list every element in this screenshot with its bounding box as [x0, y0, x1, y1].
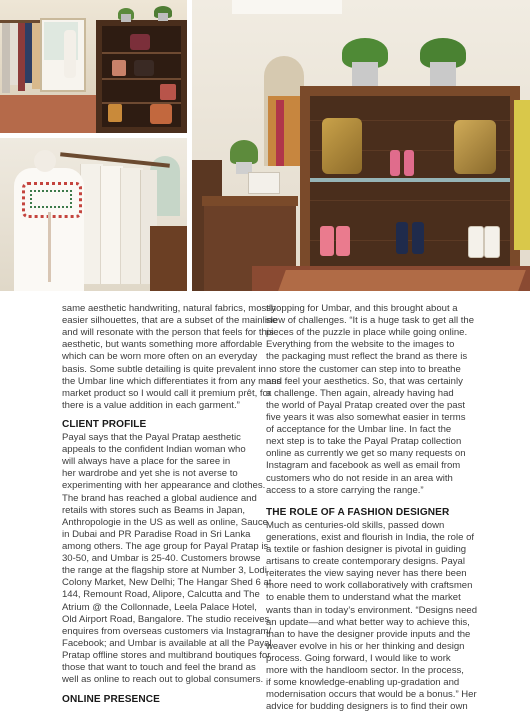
role-paragraph: [266, 520, 476, 714]
text-line: wants than in today’s environment. “Designs need: [266, 604, 478, 616]
text-line: access to a store carrying the range.”: [266, 484, 424, 496]
text-line: Everything from the website to the images to: [266, 339, 455, 351]
text-line: easier silhouettes, that are a subset of the mainline: [62, 315, 278, 327]
text-line: and will resonate with the person that feels for this: [62, 327, 274, 339]
text-line: than to have the designer provide inputs and the: [266, 628, 471, 640]
text-line: weaver evolve in his or her thinking and design: [266, 640, 465, 652]
text-line: among others. The age group for Payal Pratap is: [62, 540, 269, 552]
text-line: artisans to create contemporary designs. Payal: [266, 556, 465, 568]
text-line: no store the customer can step into to breathe: [266, 363, 461, 375]
text-line: more with the handloom sector. In the process,: [266, 665, 464, 677]
intro-paragraph-continued: [62, 303, 281, 412]
text-line: will always have a place for the saree in: [62, 456, 231, 468]
text-line: customers who do not reside in an area with: [266, 472, 453, 484]
text-line: a challenge. Then again, already having had: [266, 387, 454, 399]
text-line: Much as centuries-old skills, passed down: [266, 519, 445, 531]
text-line: pieces of the puzzle in place while going online.: [266, 327, 468, 339]
text-line: experimenting with her appearance and clothes.: [62, 480, 266, 492]
text-line: next step is to take the Payal Pratap collection: [266, 436, 462, 448]
text-line: market product so I would call it premium prêt, for: [62, 387, 272, 399]
text-line: the packaging must reflect the brand as there is: [266, 351, 468, 363]
text-line: 144, Remount Road, Alipore, Calcutta and The: [62, 589, 260, 601]
text-line: well as online to reach out to global consumers.: [62, 674, 264, 686]
text-line: enquires from overseas customers via Instagram/: [62, 625, 272, 637]
text-line: online as currently we get so many requests on: [266, 448, 466, 460]
text-line: 30-50, and Umbar is 25-40. Customers browse: [62, 553, 261, 565]
client-profile-heading: CLIENT PROFILE: [62, 418, 147, 430]
online-presence-heading: ONLINE PRESENCE: [62, 694, 160, 706]
text-line: the world of Payal Pratap created over the past: [266, 399, 466, 411]
text-line: more need to work collaboratively with craftsmen: [266, 580, 473, 592]
article-left-column: [62, 303, 281, 707]
text-line: the Umbar line which differentiates it from any mass: [62, 375, 281, 387]
text-line: generations, exist and flourish in India, the role of: [266, 531, 475, 543]
text-line: in Dubai and PR Paradise Road in Sri Lanka: [62, 528, 251, 540]
text-line: shopping for Umbar, and this brought about a: [266, 303, 458, 314]
text-line: those that want to touch and feel the brand as: [62, 662, 256, 674]
text-line: Colony Market, New Delhi; The Hangar Shed 6 at: [62, 577, 272, 589]
text-line: Pratap offline stores and multibrand boutiques for: [62, 649, 271, 661]
text-line: a textile or fashion designer is pivotal in guiding: [266, 543, 467, 555]
online-presence-paragraph-continued: [266, 303, 476, 497]
text-line: the range at the flagship store at Number 3, Lodi: [62, 565, 267, 577]
text-line: basis. Some subtle detailing is quite prevalent in: [62, 363, 266, 375]
text-line: slew of challenges. “It is a huge task to get all the: [266, 315, 475, 327]
text-line: five years it was also somewhat easier in terms: [266, 411, 466, 423]
text-line: Facebook; and Umbar is available at all the Payal: [62, 637, 272, 649]
text-line: which can be worn more often on an everyday: [62, 351, 258, 363]
text-line: an update—and what better way to achieve this,: [266, 616, 470, 628]
text-line: of acceptance for the Umbar line. In fact the: [266, 424, 452, 436]
text-line: Payal says that the Payal Pratap aesthetic: [62, 431, 241, 443]
text-line: reiterates the view saying never has there been: [266, 568, 467, 580]
article-right-column: [266, 303, 476, 714]
text-line: modernisation occurs that would be a bonus.” Her: [266, 689, 477, 701]
text-line: The brand has reached a global audience and: [62, 492, 257, 504]
text-line: there is a value addition in each garment.”: [62, 399, 240, 411]
text-line: retails with stores such as Beams in Japan,: [62, 504, 246, 516]
text-line: Atrium @ the Collonnade, Leela Palace Hotel,: [62, 601, 257, 613]
boutique-interior-photo: [0, 0, 187, 133]
text-line: process. Going forward, I would like to work: [266, 652, 451, 664]
text-line: aesthetic, but wants something more affordable: [62, 339, 263, 351]
role-of-fashion-designer-heading: THE ROLE OF A FASHION DESIGNER: [266, 506, 450, 518]
white-embroidered-garments-photo: [0, 138, 187, 291]
accessories-display-cabinet-photo: [192, 0, 530, 291]
text-line: to enable them to understand what the market: [266, 592, 461, 604]
text-line: and feel your aesthetics. So, that was certainly: [266, 375, 463, 387]
text-line: Anthropologie in the US as well as online, Sauce: [62, 516, 268, 528]
text-line: Old Airport Road, Bangalore. The studio receives: [62, 613, 270, 625]
text-line: Instagram and facebook as well as email from: [266, 460, 461, 472]
client-profile-paragraph: [62, 431, 272, 686]
text-line: her wardrobe and yet she is not averse to: [62, 468, 238, 480]
text-line: same aesthetic handwriting, natural fabrics, mostly: [62, 303, 276, 314]
text-line: advice for budding designers is to find their own: [266, 701, 468, 713]
text-line: appeals to the confident Indian woman who: [62, 444, 246, 456]
text-line: if some knowledge-enabling up-gradation and: [266, 677, 460, 689]
